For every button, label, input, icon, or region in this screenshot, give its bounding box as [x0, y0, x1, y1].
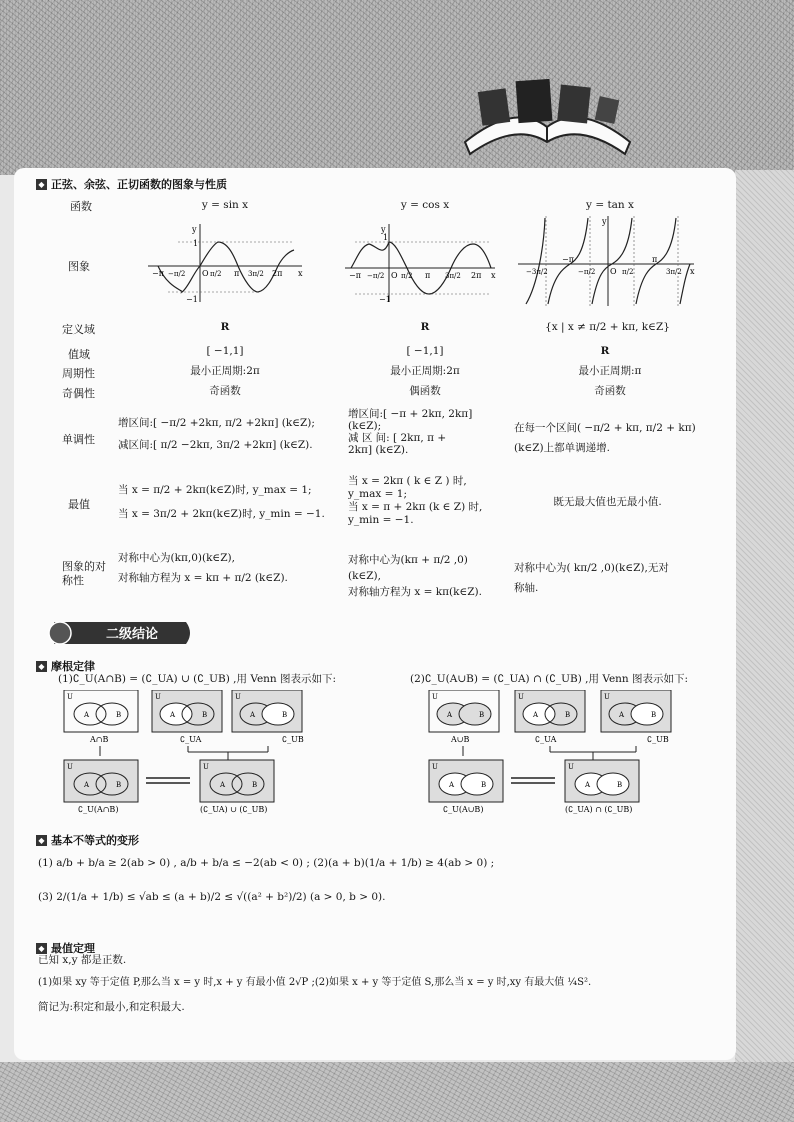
- venn-u: U: [432, 693, 438, 701]
- venn-caption: ∁_U(A∩B): [78, 805, 119, 814]
- venn-diagrams-law2: [425, 690, 685, 820]
- venn-u: U: [518, 693, 524, 701]
- venn-a-or-b: [429, 690, 499, 744]
- cos-mono-line: 减 区 间: [ 2kπ, π +: [348, 432, 447, 444]
- section-extreme-title: 最值定理: [51, 942, 95, 955]
- sin-mono-decrease: 减区间:[ π/2 −2kπ, 3π/2 +2kπ] (k∈Z).: [118, 439, 313, 451]
- venn-complement-a-2: [515, 690, 585, 744]
- cos-domain: R: [420, 321, 430, 333]
- cos-neg-pi2-label: −π/2: [367, 272, 385, 280]
- venn-caption: ∁_UB: [282, 735, 304, 744]
- venn-u: U: [67, 693, 73, 701]
- cos-sym-line: 对称中心为(kπ + π/2 ,0): [348, 554, 468, 566]
- sin-origin-label: O: [202, 269, 209, 278]
- cos-3pi2-label: 3π/2: [445, 272, 461, 280]
- venn-caption: A∪B: [451, 735, 470, 744]
- venn-complement-b-2: [601, 690, 671, 744]
- sin-min: 当 x = 3π/2 + 2kπ(k∈Z)时, y_min = −1.: [118, 508, 325, 520]
- tan-3pi2-label: 3π/2: [666, 268, 682, 276]
- venn-u: U: [203, 763, 209, 771]
- sin-parity: 奇函数: [209, 385, 241, 397]
- cos-sym-line: 对称轴方程为 x = kπ(k∈Z).: [348, 586, 482, 598]
- tan-range: R: [600, 345, 610, 357]
- cos-mono-line: 2kπ] (k∈Z).: [348, 444, 409, 456]
- venn-u: U: [235, 693, 241, 701]
- tan-function: y = tan x: [586, 199, 634, 211]
- sin-monotonicity: [118, 412, 315, 456]
- sin-pi-label: π: [234, 269, 240, 278]
- venn-u: U: [568, 763, 574, 771]
- sin-2pi-label: 2π: [272, 269, 283, 278]
- venn-b: B: [617, 781, 623, 789]
- cos-x-label: x: [491, 271, 496, 280]
- cos-pi2-label: π/2: [401, 272, 413, 280]
- sin-x-label: x: [298, 269, 303, 278]
- inequality-line-1: (1) a/b + b/a ≥ 2(ab > 0) , a/b + b/a ≤ −2(ab < 0) ; (2)(a + b)(1/a + 1/b) ≥ 4(ab > 0) ;: [38, 857, 495, 869]
- banner-label: 二级结论: [106, 627, 159, 642]
- venn-a: A: [250, 711, 256, 719]
- extreme-given: 已知 x,y 都是正数.: [38, 954, 127, 966]
- cos-mono-line: (k∈Z);: [348, 420, 382, 432]
- venn-a: A: [533, 711, 539, 719]
- venn-caption: (∁_UA) ∩ (∁_UB): [565, 805, 633, 814]
- cos-y-label: y: [381, 225, 386, 234]
- tan-domain: {x | x ≠ π/2 + kπ, k∈Z}: [545, 321, 670, 333]
- venn-a: A: [447, 711, 453, 719]
- section-trig-title: 正弦、余弦、正切函数的图象与性质: [51, 178, 227, 191]
- sin-3pi2-label: 3π/2: [248, 270, 264, 278]
- section-marker-icon: ◆: [36, 943, 47, 954]
- extreme-line-1: (1)如果 xy 等于定值 P,那么当 x = y 时,x + y 有最小值 2√P ;(2)如果 x + y 等于定值 S,那么当 x = y 时,xy 有最大值 ¼S².: [38, 977, 592, 988]
- demorgan-law-1: (1)∁_U(A∩B) = (∁_UA) ∪ (∁_UB) ,用 Venn 图表示如下:: [58, 673, 337, 685]
- row-label-domain: 定义域: [62, 323, 95, 336]
- row-label-monotonicity: 单调性: [62, 433, 95, 446]
- cos-symmetry: [348, 552, 482, 600]
- venn-b: B: [479, 711, 485, 719]
- venn-a: A: [220, 781, 226, 789]
- sin-max: 当 x = π/2 + 2kπ(k∈Z)时, y_max = 1;: [118, 484, 312, 496]
- tan-pi2-label: π/2: [622, 268, 634, 276]
- venn-caption: ∁_UA: [180, 735, 202, 744]
- cos-extrema-line: y_max = 1;: [348, 488, 408, 500]
- venn-a-and-b: [64, 690, 138, 744]
- cos-neg-pi-label: −π: [349, 271, 361, 280]
- venn-caption: (∁_UA) ∪ (∁_UB): [200, 805, 268, 814]
- sin-neg-pi-label: −π: [152, 269, 164, 278]
- sin-y-label: y: [192, 225, 197, 234]
- secondary-conclusion-banner: [46, 618, 196, 648]
- cos-neg-one-label: −1: [379, 295, 391, 304]
- venn-u: U: [432, 763, 438, 771]
- tan-neg3pi2-label: −3π/2: [526, 268, 548, 276]
- section-demorgan-title: 摩根定律: [51, 660, 95, 673]
- tan-parity: 奇函数: [594, 385, 626, 397]
- venn-b: B: [481, 781, 487, 789]
- venn-b: B: [116, 781, 122, 789]
- venn-b: B: [116, 711, 122, 719]
- row-label-graph: 图象: [68, 260, 90, 273]
- row-label-range: 值域: [68, 348, 90, 361]
- cos-range: [ −1,1]: [406, 345, 444, 357]
- tan-sym-line: 称轴.: [514, 582, 539, 594]
- tan-sym-line: 对称中心为( kπ/2 ,0)(k∈Z),无对: [514, 562, 669, 574]
- tan-pi-label: π: [652, 255, 658, 264]
- venn-b: B: [565, 711, 571, 719]
- cos-one-label: 1: [383, 233, 389, 242]
- venn-a: A: [170, 711, 176, 719]
- venn-complement-a-or-b: [429, 760, 503, 814]
- venn-caption: ∁_UB: [647, 735, 669, 744]
- tan-neg-pi-label: −π: [562, 255, 574, 264]
- cos-graph: [345, 222, 500, 304]
- section-inequality-title: 基本不等式的变形: [51, 834, 139, 847]
- venn-caption: ∁_UA: [535, 735, 557, 744]
- cos-pi-label: π: [425, 271, 431, 280]
- venn-caption: ∁_U(A∪B): [443, 805, 484, 814]
- tan-period: 最小正周期:π: [578, 365, 642, 377]
- venn-b: B: [252, 781, 258, 789]
- tan-x-label: x: [690, 267, 695, 276]
- tan-mono-line: (k∈Z)上都单调递增.: [514, 442, 610, 454]
- venn-complement-b: [232, 690, 304, 744]
- venn-intersection-complements: [565, 760, 639, 814]
- venn-caption: A∩B: [90, 735, 109, 744]
- cos-extrema-line: 当 x = 2kπ ( k ∈ Z ) 时,: [348, 475, 467, 487]
- row-label-parity: 奇偶性: [62, 387, 95, 400]
- section-inequality-header: [36, 832, 139, 848]
- tan-symmetry: [514, 558, 669, 598]
- tan-y-label: y: [602, 217, 607, 226]
- venn-b: B: [202, 711, 208, 719]
- sin-domain: R: [220, 321, 230, 333]
- cos-period: 最小正周期:2π: [390, 365, 460, 377]
- sin-one-label: 1: [193, 239, 199, 248]
- venn-a: A: [84, 711, 90, 719]
- cos-2pi-label: 2π: [471, 271, 482, 280]
- tan-extrema: 既无最大值也无最小值.: [553, 496, 662, 508]
- section-marker-icon: ◆: [36, 179, 47, 190]
- cos-mono-line: 增区间:[ −π + 2kπ, 2kπ]: [348, 408, 473, 420]
- venn-b: B: [651, 711, 657, 719]
- tan-graph: [518, 214, 698, 308]
- tan-origin-label: O: [610, 267, 617, 276]
- venn-a: A: [449, 781, 455, 789]
- book-logo-icon: [455, 72, 640, 162]
- row-label-period: 周期性: [62, 367, 95, 380]
- venn-u: U: [604, 693, 610, 701]
- venn-diagrams-law1: [60, 690, 310, 820]
- row-label-function: 函数: [70, 200, 92, 213]
- extreme-line-2: 简记为:积定和最小,和定积最大.: [38, 1001, 185, 1013]
- sin-extrema: [118, 478, 325, 526]
- section-trig-header: [36, 176, 227, 192]
- tan-neg-pi2-label: −π/2: [578, 268, 596, 276]
- sin-mono-increase: 增区间:[ −π/2 +2kπ, π/2 +2kπ] (k∈Z);: [118, 417, 315, 429]
- venn-u: U: [67, 763, 73, 771]
- cos-extrema: [348, 475, 482, 527]
- section-marker-icon: ◆: [36, 661, 47, 672]
- venn-u: U: [155, 693, 161, 701]
- scan-noise-top: [0, 0, 794, 175]
- row-label-symmetry: 图象的对称性: [62, 560, 106, 587]
- scan-noise-right: [735, 170, 794, 1070]
- cos-parity: 偶函数: [409, 385, 441, 397]
- demorgan-law-2: (2)∁_U(A∪B) = (∁_UA) ∩ (∁_UB) ,用 Venn 图表示如下:: [410, 673, 689, 685]
- sin-sym-axis: 对称轴方程为 x = kπ + π/2 (k∈Z).: [118, 572, 288, 584]
- venn-a: A: [585, 781, 591, 789]
- sin-neg-one-label: −1: [186, 295, 198, 304]
- sin-graph: [148, 222, 308, 304]
- inequality-line-2: (3) 2/(1/a + 1/b) ≤ √ab ≤ (a + b)/2 ≤ √((a² + b²)/2) (a > 0, b > 0).: [38, 891, 386, 903]
- venn-a: A: [619, 711, 625, 719]
- sin-sym-center: 对称中心为(kπ,0)(k∈Z),: [118, 552, 235, 564]
- sin-neg-pi2-label: −π/2: [168, 270, 186, 278]
- venn-union-complements: [200, 760, 274, 814]
- cos-sym-line: (k∈Z),: [348, 570, 381, 582]
- cos-extrema-line: 当 x = π + 2kπ (k ∈ Z) 时,: [348, 501, 483, 513]
- sin-range: [ −1,1]: [206, 345, 244, 357]
- venn-a: A: [84, 781, 90, 789]
- tan-mono-line: 在每一个区间( −π/2 + kπ, π/2 + kπ): [514, 422, 696, 434]
- venn-b: B: [282, 711, 288, 719]
- cos-monotonicity: [348, 408, 472, 456]
- venn-complement-a: [152, 690, 222, 744]
- row-label-extrema: 最值: [68, 498, 90, 511]
- cos-extrema-line: y_min = −1.: [348, 514, 414, 526]
- scan-noise-bottom: [0, 1062, 794, 1122]
- tan-monotonicity: [514, 418, 696, 458]
- section-marker-icon: ◆: [36, 835, 47, 846]
- sin-symmetry: [118, 548, 288, 588]
- venn-complement-a-and-b: [64, 760, 138, 814]
- sin-function: y = sin x: [201, 199, 249, 211]
- cos-function: y = cos x: [400, 199, 450, 211]
- sin-period: 最小正周期:2π: [190, 365, 260, 377]
- cos-origin-label: O: [391, 271, 398, 280]
- sin-pi2-label: π/2: [210, 270, 222, 278]
